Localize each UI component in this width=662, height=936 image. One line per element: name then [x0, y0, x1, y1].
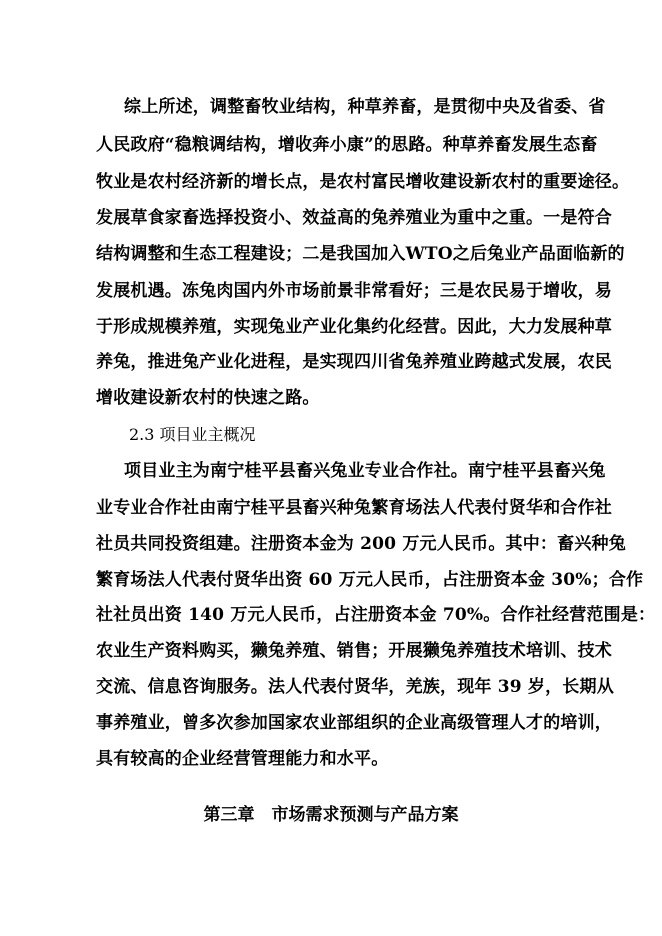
- paragraph-2-line-2: 业专业合作社由南宁桂平县畜兴种兔繁育场法人代表付贤华和合作社: [96, 498, 612, 518]
- paragraph-1-line-2: 人民政府“稳粮调结构，增收奔小康”的思路。种草养畜发展生态畜: [96, 135, 598, 155]
- paragraph-2-line-5: 社社员出资 140 万元人民币，占注册资本金 70%。合作社经营范围是：: [96, 605, 656, 625]
- paragraph-1-line-6: 发展机遇。冻兔肉国内外市场前景非常看好；三是农民易于增收，易: [96, 281, 612, 301]
- paragraph-1-line-8: 养兔，推进兔产业化进程，是实现四川省兔养殖业跨越式发展，农民: [96, 352, 612, 372]
- paragraph-2-line-7: 交流、信息咨询服务。法人代表付贤华，羌族，现年 39 岁，长期从: [96, 677, 614, 697]
- section-heading: 2.3 项目业主概况: [129, 425, 256, 444]
- paragraph-1-line-5: 结构调整和生态工程建设；二是我国加入WTO之后兔业产品面临新的: [96, 244, 625, 264]
- paragraph-1-line-9: 增收建设新农村的快速之路。: [96, 388, 320, 408]
- paragraph-1-line-4: 发展草食家畜选择投资小、效益高的兔养殖业为重中之重。一是符合: [96, 208, 612, 228]
- paragraph-1-line-7: 于形成规模养殖，实现兔业产业化集约化经营。因此，大力发展种草: [96, 317, 612, 337]
- paragraph-2-line-6: 农业生产资料购买，獭兔养殖、销售；开展獭兔养殖技术培训、技术: [96, 641, 612, 661]
- paragraph-2-line-1: 项目业主为南宁桂平县畜兴兔业专业合作社。南宁桂平县畜兴兔: [124, 461, 606, 481]
- paragraph-1-line-3: 牧业是农村经济新的增长点，是农村富民增收建设新农村的重要途径。: [96, 172, 630, 192]
- paragraph-2-line-4: 繁育场法人代表付贤华出资 60 万元人民币，占注册资本金 30%；合作: [96, 570, 644, 590]
- chapter-title: 第三章 市场需求预测与产品方案: [203, 805, 459, 825]
- paragraph-2-line-9: 具有较高的企业经营管理能力和水平。: [96, 749, 389, 769]
- paragraph-1-line-1: 综上所述，调整畜牧业结构，种草养畜，是贯彻中央及省委、省: [124, 97, 606, 117]
- paragraph-2-line-8: 事养殖业，曾多次参加国家农业部组织的企业高级管理人才的培训，: [96, 713, 612, 733]
- paragraph-2-line-3: 社员共同投资组建。注册资本金为 200 万元人民币。其中：畜兴种兔: [96, 534, 626, 554]
